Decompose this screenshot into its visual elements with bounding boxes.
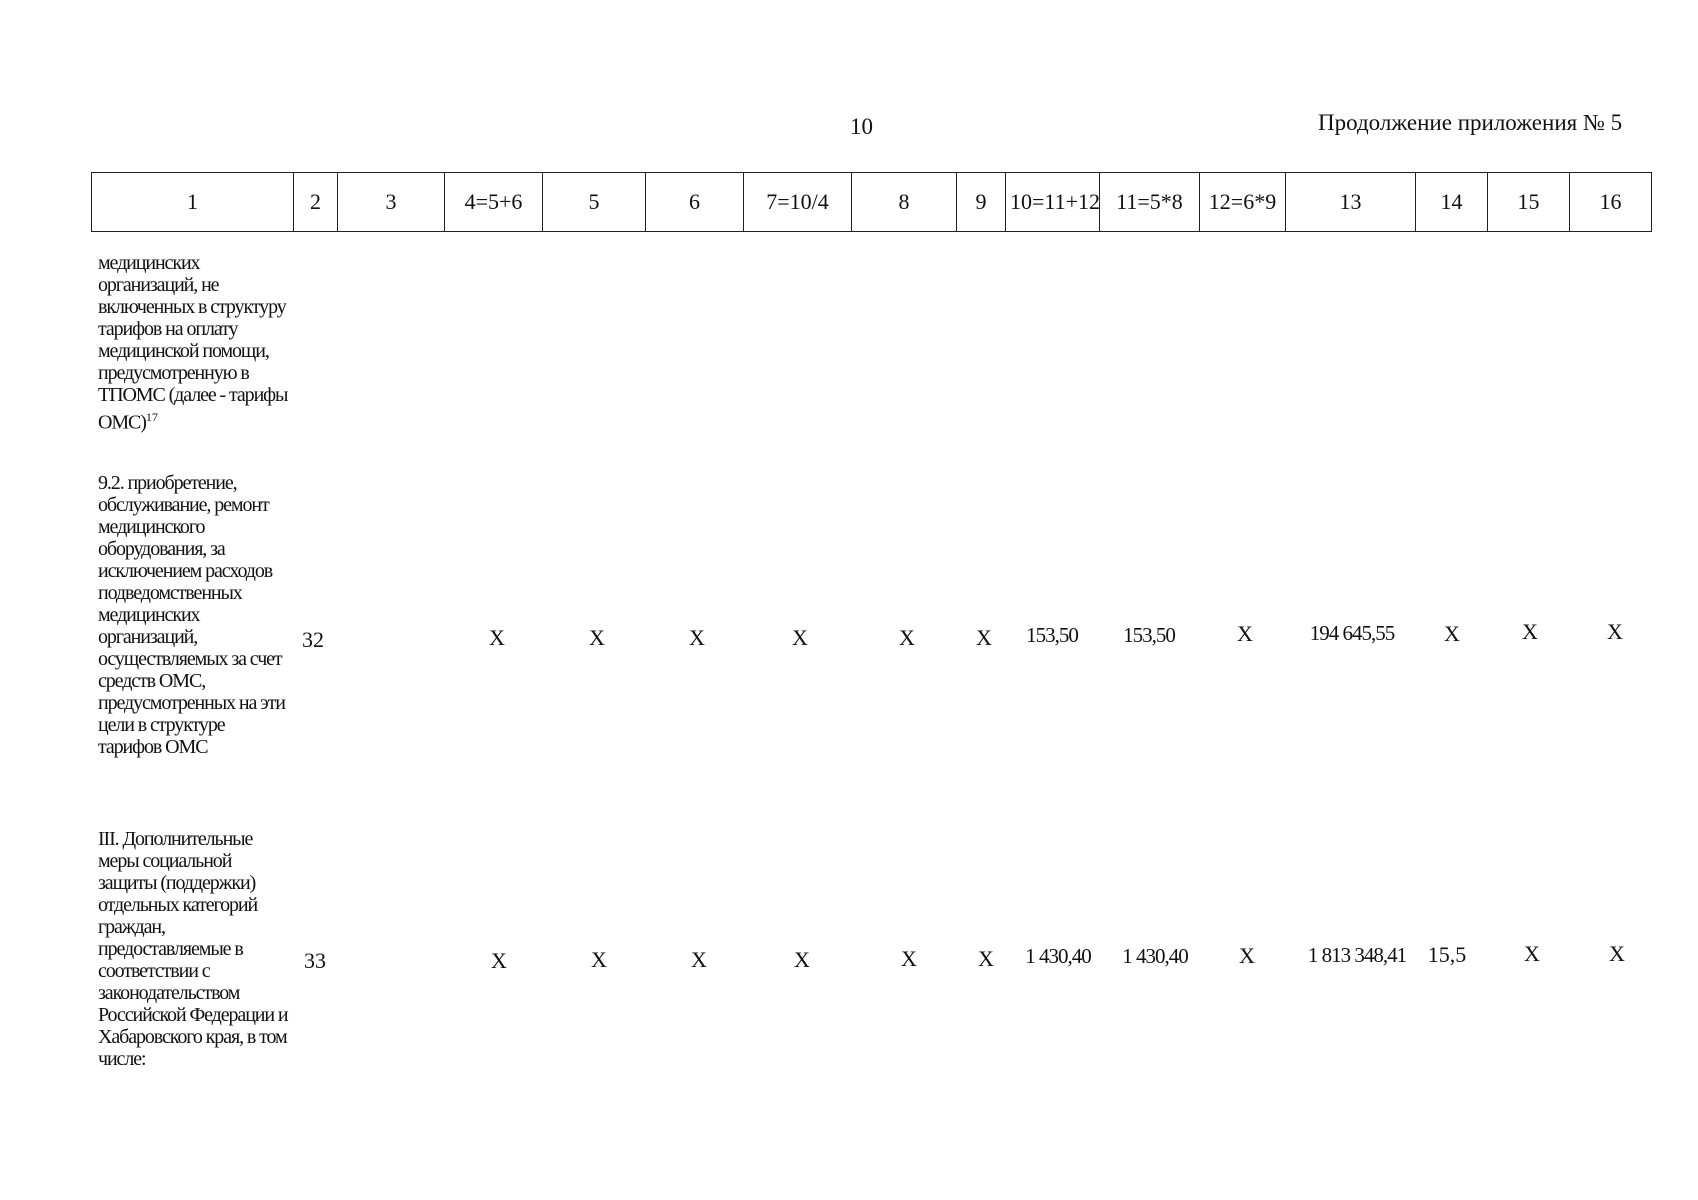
column-header: 8	[852, 173, 957, 232]
table-cell: X	[978, 946, 994, 971]
column-header: 7=10/4	[744, 173, 852, 232]
row-description: 9.2. приобретение, обслуживание, ремонт медицинского оборудования, за исключением расходов подведомственных медицинских организаций, осуществляемых за счет средств ОМС, предусмотренных на эти цели в структуре тарифов ОМС	[98, 472, 285, 758]
column-header-table	[91, 172, 1652, 232]
table-cell: 1 430,40	[1122, 944, 1188, 968]
table-cell: X	[794, 947, 810, 972]
table-cell: X	[1444, 621, 1460, 646]
table-cell: X	[899, 625, 915, 650]
row-code: 33	[304, 948, 326, 973]
column-header: 10=11+12	[1006, 173, 1100, 232]
table-cell: X	[1522, 619, 1538, 644]
column-header: 16	[1570, 173, 1652, 232]
table-cell: X	[1607, 619, 1623, 644]
table-cell: X	[792, 625, 808, 650]
row-description-text: медицинских организаций, не включенных в структуру тарифов на оплату медицинской помощи, предусмотренную в ТПОМС (далее - тарифы ОМС)	[98, 252, 288, 434]
column-header: 14	[1416, 173, 1488, 232]
table-cell: X	[976, 625, 992, 650]
table-cell: X	[1609, 941, 1625, 966]
column-header: 1	[92, 173, 294, 232]
table-cell: 153,50	[1123, 623, 1175, 647]
footnote-marker: 17	[145, 410, 158, 424]
row-description: III. Дополнительные меры социальной защиты (поддержки) отдельных категорий граждан, предоставляемые в соответствии с законодательством Российской Федерации и Хабаровского края, в том числе:	[98, 828, 288, 1070]
table-cell: 1 813 348,41	[1307, 943, 1407, 967]
column-number-row	[92, 173, 1652, 232]
column-header: 6	[646, 173, 744, 232]
table-cell: X	[1237, 621, 1253, 646]
column-header: 9	[957, 173, 1006, 232]
column-header: 4=5+6	[445, 173, 543, 232]
table-cell: X	[589, 625, 605, 650]
column-header: 3	[338, 173, 445, 232]
table-cell: X	[689, 625, 705, 650]
column-header: 5	[543, 173, 646, 232]
table-cell: 15,5	[1427, 942, 1467, 967]
table-cell: X	[489, 625, 505, 650]
table-cell: X	[901, 946, 917, 971]
table-cell: X	[591, 947, 607, 972]
page-number: 10	[850, 114, 873, 139]
row-description	[98, 252, 290, 434]
table-cell: 194 645,55	[1309, 621, 1395, 645]
row-code: 32	[302, 627, 324, 652]
continuation-label: Продолжение приложения № 5	[1318, 110, 1623, 135]
column-header: 11=5*8	[1100, 173, 1200, 232]
column-header: 2	[294, 173, 338, 232]
table-cell: 1 430,40	[1025, 944, 1091, 968]
table-cell: X	[1239, 943, 1255, 968]
table-cell: X	[491, 948, 507, 973]
column-header: 12=6*9	[1200, 173, 1286, 232]
table-cell: X	[691, 947, 707, 972]
column-header: 15	[1488, 173, 1570, 232]
column-header: 13	[1286, 173, 1416, 232]
table-cell: X	[1524, 941, 1540, 966]
table-cell: 153,50	[1026, 623, 1078, 647]
